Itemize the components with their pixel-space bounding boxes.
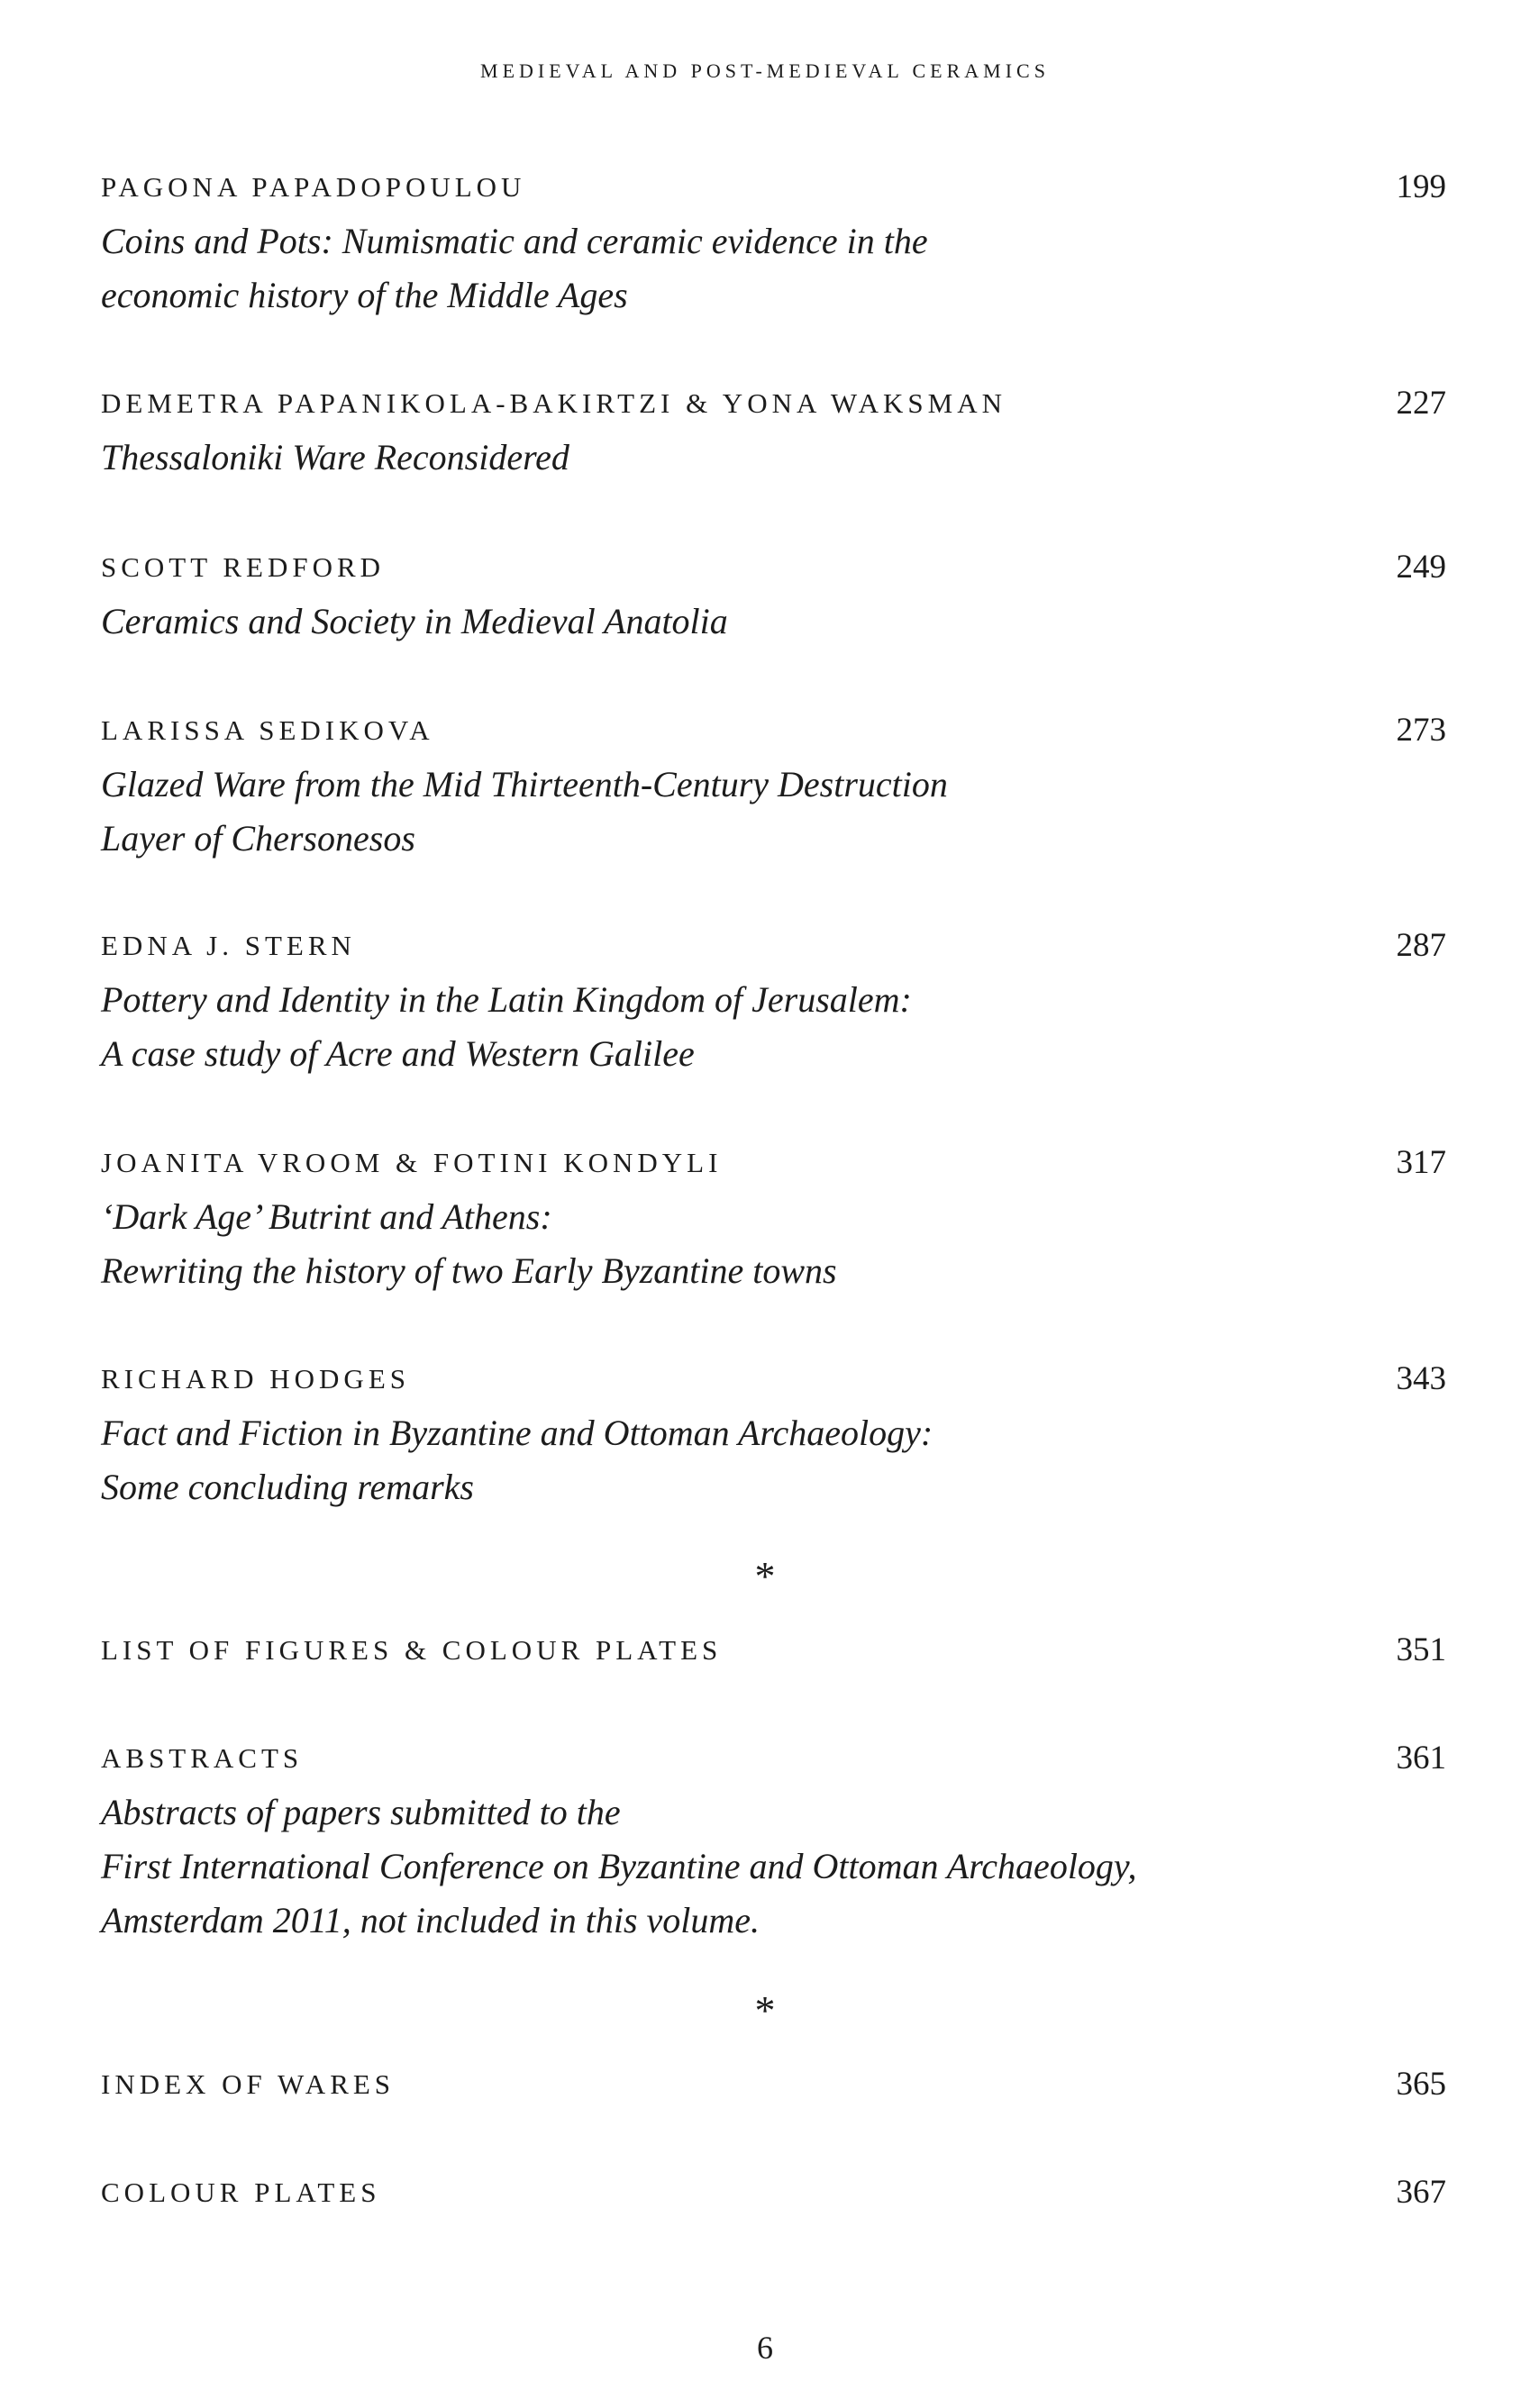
entry-author: COLOUR PLATES [101,2176,381,2208]
entry-page-number: 199 [1396,168,1446,205]
toc-entry-papanikola-bakirtzi-waksman[interactable] [101,377,1446,485]
entry-author: PAGONA PAPADOPOULOU [101,171,526,203]
toc-entry-index-of-wares[interactable] [101,2058,1446,2112]
entry-author: RICHARD HODGES [101,1363,410,1395]
entry-title-line: Pottery and Identity in the Latin Kingdom of Jerusalem: [101,979,912,1020]
toc-entry-list-of-figures[interactable] [101,1623,1446,1677]
entry-title-line: Some concluding remarks [101,1467,474,1507]
entry-author: LARISSA SEDIKOVA [101,714,434,746]
entry-author: JOANITA VROOM & FOTINI KONDYLI [101,1147,723,1178]
toc-entry-papadopoulou[interactable] [101,160,1446,323]
entry-title-line: Fact and Fiction in Byzantine and Ottoman Archaeology: [101,1413,933,1453]
entry-title-line: First International Conference on Byzantine and Ottoman Archaeology, [101,1846,1137,1886]
entry-title-line: economic history of the Middle Ages [101,275,628,315]
section-separator-asterisk: * [754,1987,776,2033]
entry-author: ABSTRACTS [101,1742,304,1774]
entry-page-number: 317 [1396,1144,1446,1181]
entry-author: LIST OF FIGURES & COLOUR PLATES [101,1634,723,1666]
toc-entry-redford[interactable] [101,541,1446,649]
entry-page-number: 249 [1396,549,1446,586]
section-separator-asterisk: * [754,1553,776,1599]
entry-page-number: 351 [1396,1631,1446,1668]
toc-entry-vroom-kondyli[interactable] [101,1136,1446,1298]
entry-page-number: 361 [1396,1740,1446,1776]
entry-page-number: 227 [1396,385,1446,422]
toc-entry-hodges[interactable] [101,1352,1446,1514]
toc-entry-abstracts[interactable] [101,1731,1446,1948]
entry-page-number: 367 [1396,2174,1446,2211]
entry-title-line: Layer of Chersonesos [101,818,415,859]
toc-entry-colour-plates[interactable] [101,2166,1446,2220]
entry-title-line: ‘Dark Age’ Butrint and Athens: [101,1196,552,1237]
entry-page-number: 273 [1396,712,1446,749]
entry-author: INDEX OF WARES [101,2068,396,2100]
toc-entry-sedikova[interactable] [101,704,1446,866]
entry-title-line: Amsterdam 2011, not included in this volume. [101,1900,760,1940]
entry-author: SCOTT REDFORD [101,551,386,583]
entry-author: EDNA J. STERN [101,930,356,961]
running-head: MEDIEVAL AND POST-MEDIEVAL CERAMICS [480,59,1050,82]
entry-title-line: Thessaloniki Ware Reconsidered [101,437,569,477]
entry-page-number: 343 [1396,1360,1446,1397]
entry-page-number: 287 [1396,927,1446,964]
toc-entry-stern[interactable] [101,919,1446,1081]
entry-title-line: Ceramics and Society in Medieval Anatolia [101,601,728,641]
entry-title-line: Rewriting the history of two Early Byzantine towns [101,1250,837,1291]
page-folio-number: 6 [757,2330,773,2366]
entry-author: DEMETRA PAPANIKOLA-BAKIRTZI & YONA WAKSMAN [101,387,1007,419]
entry-title-line: Coins and Pots: Numismatic and ceramic evidence in the [101,221,928,261]
entry-title-line: Glazed Ware from the Mid Thirteenth-Century Destruction [101,764,948,804]
entry-title-line: A case study of Acre and Western Galilee [101,1033,695,1074]
entry-title-line: Abstracts of papers submitted to the [101,1792,621,1832]
entry-page-number: 365 [1396,2066,1446,2103]
